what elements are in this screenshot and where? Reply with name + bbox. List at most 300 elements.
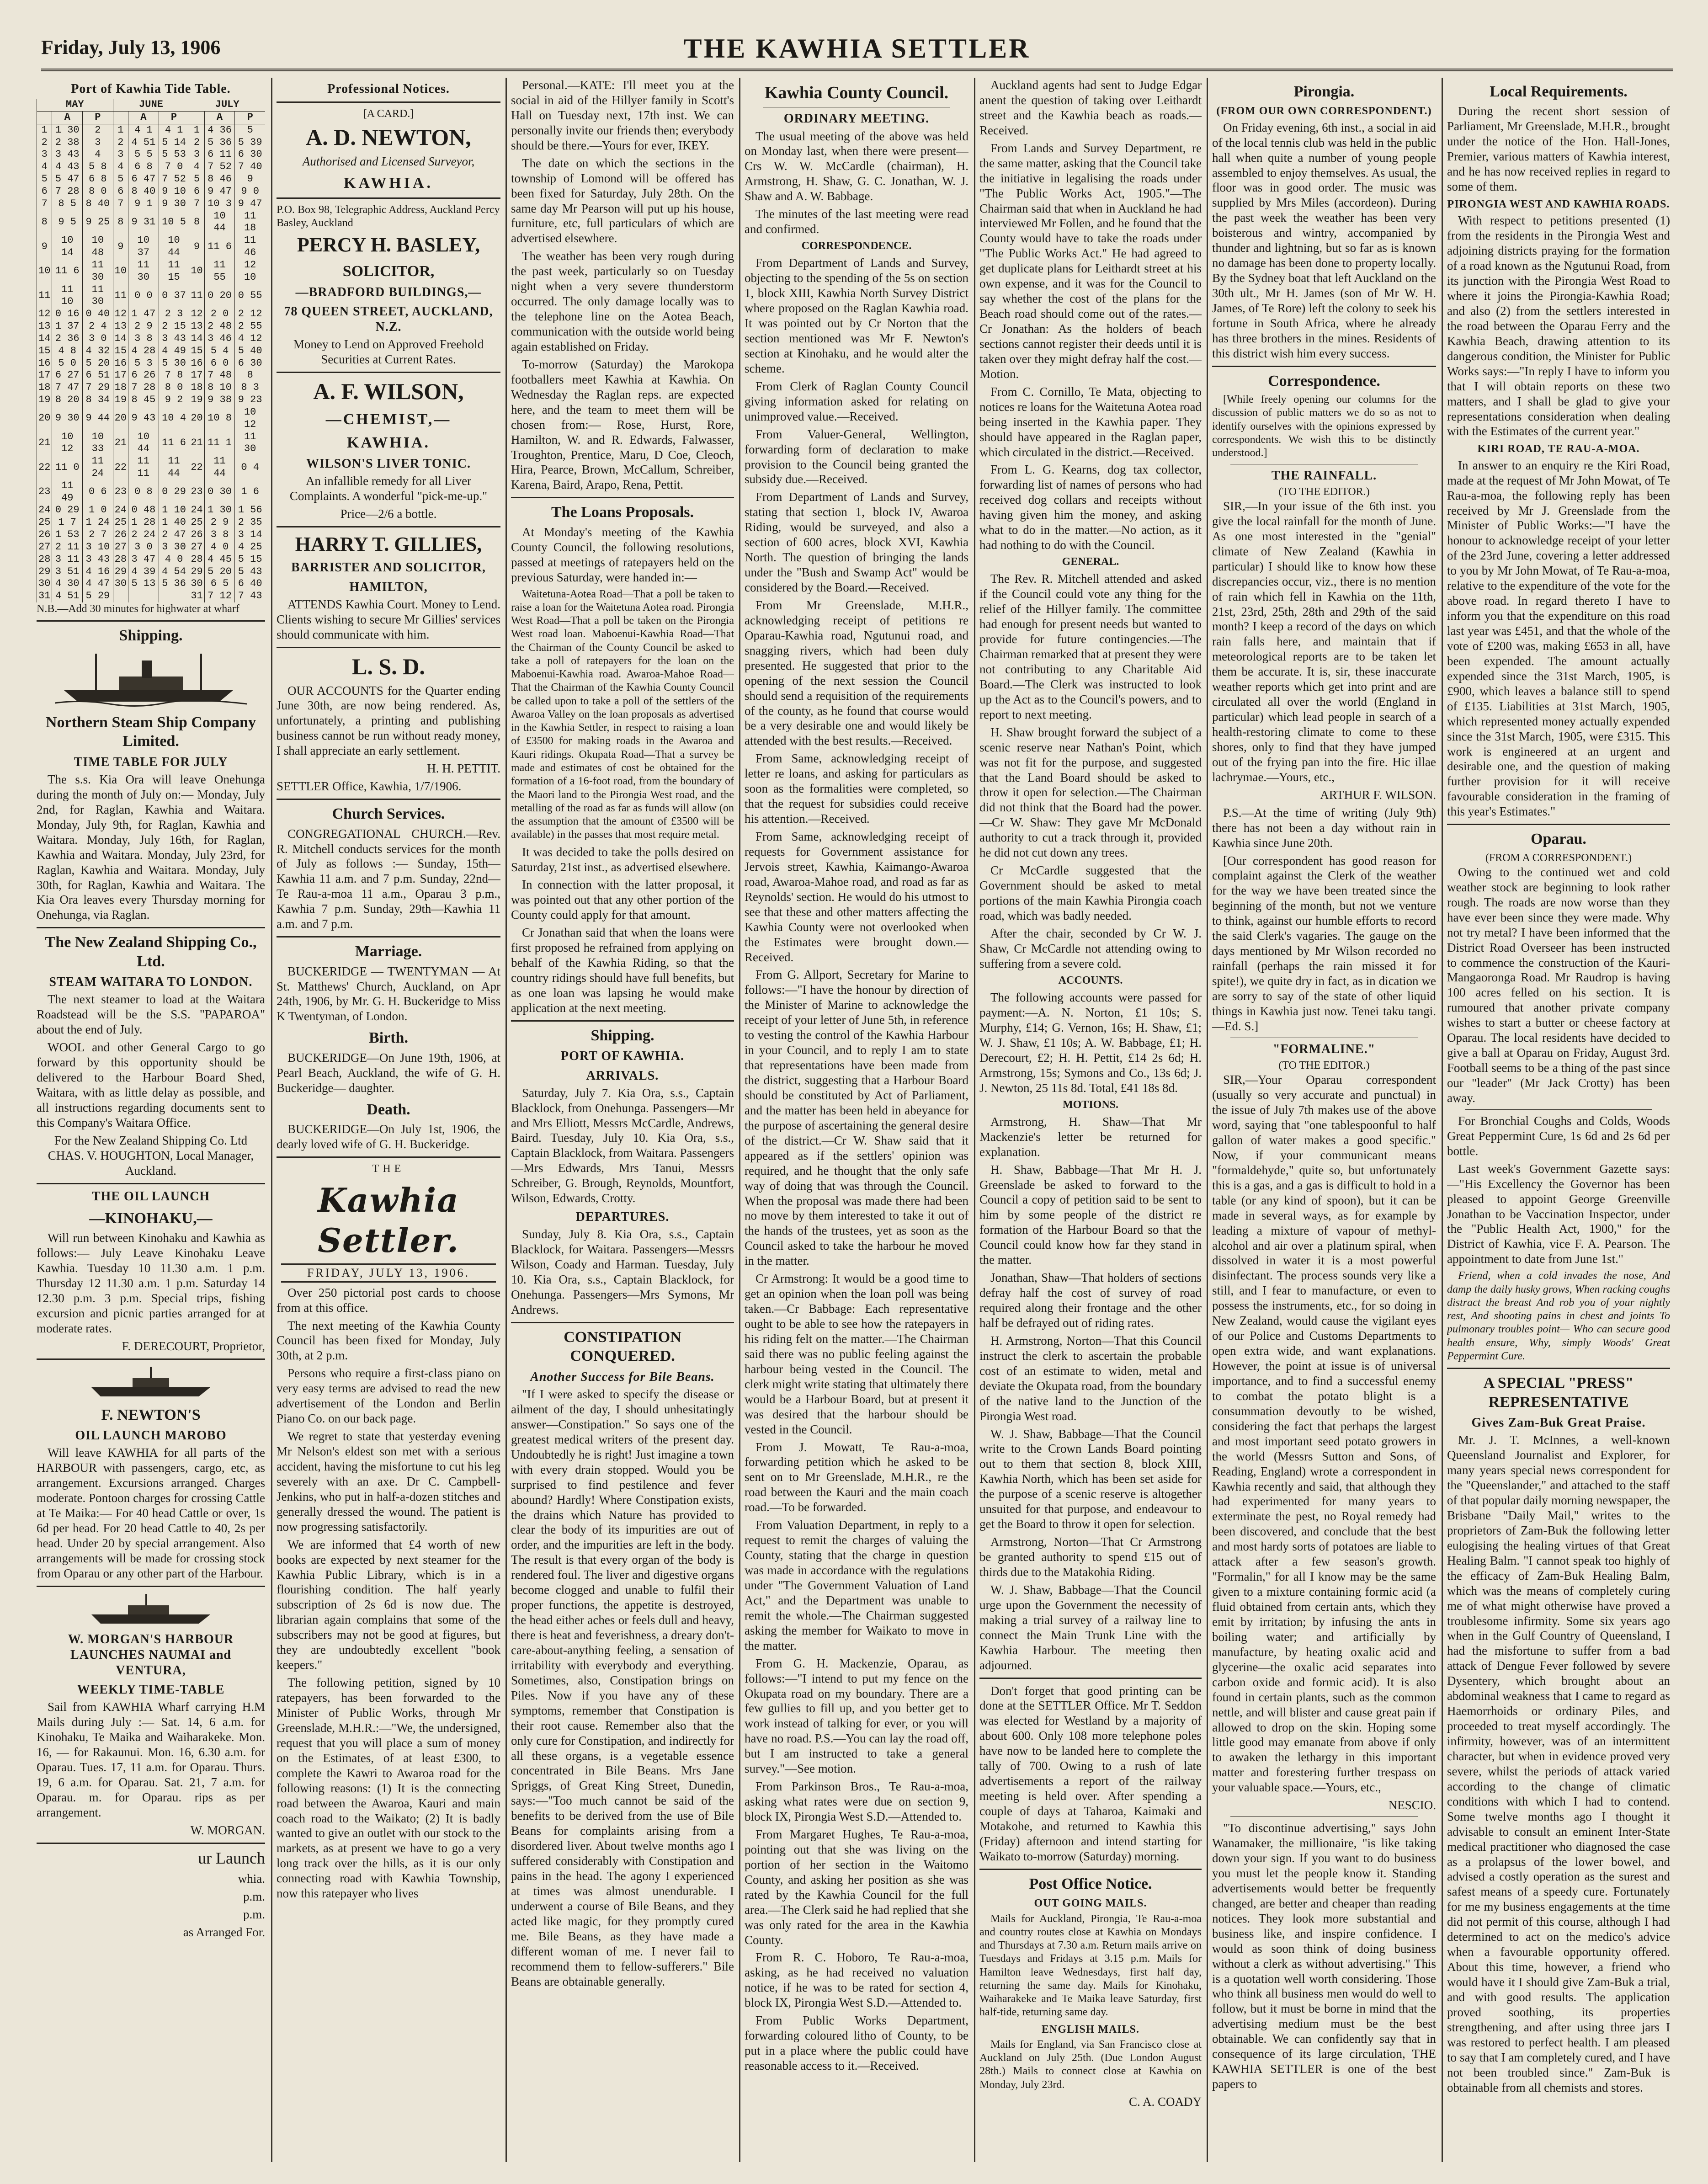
- tide-cell: 9 5: [52, 210, 83, 235]
- tide-cell: 30: [37, 578, 52, 590]
- newton-launch-name: F. NEWTON'S: [101, 1406, 201, 1423]
- council-paragraph: From Mr Greenslade, M.H.R., acknowledging receipt of petitions re Oparau-Kawhia road, Ngutunui road, and snagging rivers, which had been duly presented. He suggested that prior to the opening of the next session the Council should send a requisition of the requirements of the county, as he found that course would be a very desirable one and would likely be attended with the best results.—Received.: [745, 598, 968, 748]
- tide-row: [37, 382, 266, 394]
- council-report: [745, 129, 968, 2073]
- report-subheading: ACCOUNTS.: [1058, 974, 1123, 986]
- tide-cell: 9 30: [159, 198, 189, 210]
- tide-cell: 11 30: [235, 431, 265, 456]
- council-paragraph: H. Armstrong, Norton—That this Council instruct the clerk to ascertain the probable cost of an estimate to widen, metal and deviate the Okupata road, from the boundary of the native land to the Junction of the Pirongia West road.: [979, 1333, 1202, 1423]
- tide-cell: 5 3: [128, 357, 159, 370]
- tide-cell: 4 12: [235, 333, 265, 345]
- arrivals-heading: ARRIVALS.: [586, 1068, 659, 1083]
- tide-cell: 6 47: [128, 173, 159, 186]
- tide-row: [37, 124, 266, 136]
- tide-table: [37, 99, 265, 602]
- tide-cell: 4 43: [52, 161, 83, 173]
- tide-cell: 20: [37, 406, 52, 431]
- tide-cell: 1 40: [159, 517, 189, 529]
- tide-cell: 5: [37, 173, 52, 186]
- tide-cell: 3 51: [52, 566, 83, 578]
- council-paragraph: Jonathan, Shaw—That holders of sections defray half the cost of survey of road required along their frontage and the other half be defrayed out of riding rates.: [979, 1271, 1202, 1330]
- tide-row: [37, 480, 266, 505]
- tide-cell: 9 47: [235, 198, 265, 210]
- lsd-sign: H. H. PETTIT.: [427, 762, 500, 776]
- tide-cell: 9 1: [128, 198, 159, 210]
- oparau-sub: (FROM A CORRESPONDENT.): [1485, 852, 1632, 864]
- tide-cell: 0 8: [128, 480, 159, 505]
- tide-cell: 5 20: [204, 566, 235, 578]
- rainfall-heading: THE RAINFALL.: [1271, 468, 1377, 483]
- tide-cell: 6 51: [83, 369, 113, 382]
- tide-cell: 7 29: [83, 382, 113, 394]
- tide-cell: 9 31: [128, 210, 159, 235]
- tide-cell: 12 10: [235, 259, 265, 284]
- tide-cell: 18: [37, 382, 52, 394]
- tide-cell: 3: [83, 137, 113, 149]
- tide-cell: 2 3: [159, 308, 189, 320]
- tide-header-cell: P: [159, 111, 189, 124]
- nzsc-sub: STEAM WAITARA TO LONDON.: [49, 975, 253, 990]
- tide-cell: 7 52: [159, 173, 189, 186]
- post-office-body: Mails for Auckland, Pirongia, Te Rau-a-moa and country routes close at Kawhia on Mondays and Thursdays at 7.30 a.m. Return mails arrive on Tuesdays and Fridays at 3.15 p.m. Mails for Hamilton leave Wednesdays, first half day, returning the same day. Mails for Kinohaku, Waiharakeke and Te Maika leave Saturday, first half-tide, returning same day.: [979, 1912, 1202, 2019]
- tide-cell: 4 36: [204, 124, 235, 136]
- paper-name: Kawhia Settler.: [318, 1181, 459, 1260]
- tide-row: [37, 186, 266, 198]
- issue-date: Friday, July 13, 1906: [41, 36, 221, 59]
- tide-month: JULY: [189, 99, 265, 111]
- tide-cell: 24: [37, 504, 52, 517]
- tide-cell: 24: [189, 504, 204, 517]
- rainfall-sign: ARTHUR F. WILSON.: [1320, 788, 1436, 802]
- tide-cell: 8 3: [235, 382, 265, 394]
- tide-cell: 8 10: [204, 382, 235, 394]
- tide-cell: 13: [113, 320, 128, 333]
- tide-cell: 4 25: [235, 541, 265, 554]
- pirongia-west-heading: PIRONGIA WEST AND KAWHIA ROADS.: [1447, 198, 1670, 211]
- lsd-heading: L. S. D.: [352, 653, 425, 679]
- tide-row: [37, 504, 266, 517]
- oil-launch-name: —KINOHAKU,—: [89, 1209, 213, 1227]
- tide-cell: 6 5: [204, 578, 235, 590]
- tide-cell: 2: [189, 137, 204, 149]
- tide-cell: 29: [113, 566, 128, 578]
- newspaper-title: THE KAWHIA SETTLER: [683, 33, 1031, 64]
- tide-cell: 5 30: [159, 357, 189, 370]
- council-paragraph: From Public Works Department, forwarding coloured litho of County, to be put in a place where the public could have reasonable access to it.—Received.: [745, 2014, 968, 2073]
- council-paragraph: Auckland agents had sent to Judge Edgar anent the question of taking over Leithardt street and the Kawhia beach as roads.—Received.: [979, 78, 1202, 137]
- column-1: [37, 78, 265, 2162]
- column-rule: [1442, 78, 1443, 2162]
- tide-cell: 4 39: [128, 566, 159, 578]
- tide-cell: 27: [37, 541, 52, 554]
- tide-row: [37, 431, 266, 456]
- launch-fragment: ur Launch: [198, 1848, 265, 1867]
- death-heading: Death.: [367, 1101, 410, 1118]
- tide-cell: 10 48: [83, 234, 113, 259]
- tide-row: [37, 578, 266, 590]
- tide-cell: 5: [113, 173, 128, 186]
- tide-cell: 0 30: [204, 480, 235, 505]
- postcards-note: Over 250 pictorial post cards to choose from at this office.: [277, 1285, 500, 1315]
- tide-cell: 4 54: [159, 566, 189, 578]
- tide-cell: 7: [37, 198, 52, 210]
- tide-row: [37, 161, 266, 173]
- tide-cell: 3 8: [128, 333, 159, 345]
- tide-cell: 28: [37, 554, 52, 566]
- tide-cell: 0 29: [52, 504, 83, 517]
- weather-note: The weather has been very rough during the past week, particularly so on Tuesday night when a very severe thunderstorm occurred. The only damage locally was to the telephone line on the Aotea Beach, communication with the outside world being again established on Friday.: [511, 249, 734, 353]
- tide-cell: 1 6: [235, 480, 265, 505]
- morgan-body: Sail from KAWHIA Wharf carrying H.M Mails during July :— Sat. 14, 6 a.m. for Kinohaku, Te Maika and Waiharakeke. Mon. 16, — for Rakaunui. Mon. 16, 6.30 a.m. for Oparau. Tues. 17, 11 a.m. for Oparau. Thurs. 19, 6 a.m. for Oparau. Sat. 21, 7 a.m. for Oparau. m. for Oparau. rips as per arrangement.: [37, 1700, 265, 1820]
- tide-cell: 3 46: [204, 333, 235, 345]
- tide-cell: 10 44: [204, 210, 235, 235]
- morgan-timetable: WEEKLY TIME-TABLE: [77, 1683, 225, 1697]
- tide-cell: 31: [37, 590, 52, 602]
- council-paragraph: From Same, acknowledging receipt of requests for Government assistance for Jervois street, Kawhia, Kaimango-Awaroa road, Awaroa-Mahoe road, and road as far as Reynolds' section. He would do his utmost to see that these and other matters affecting the Kawhia County were not overlooked when the Estimates were brought down.—Received.: [745, 830, 968, 964]
- loans-cr: Cr Jonathan said that when the loans were first proposed he refrained from applying on behalf of the Kawhia Riding, so that the country ridings should have full benefits, but as one loan was lapsing he would make application at the next meeting.: [511, 926, 734, 1015]
- nssc-body: The s.s. Kia Ora will leave Onehunga during the month of July on:— Monday, July 2nd, for Raglan, Kawhia and Waitara. Monday, July 9th, for Raglan, Kawhia and Waitara. Monday, July 16th, for Raglan, Kawhia and Waitara. Monday, July 23rd, for Raglan, Kawhia and Waitara. Monday, July 30th, for Raglan, Kawhia and Waitara. The Kia Ora leaves every Thursday morning for Onehunga, via Raglan.: [37, 772, 265, 922]
- tide-cell: 20: [113, 406, 128, 431]
- tide-cell: 5 43: [235, 566, 265, 578]
- tide-cell: 6 30: [235, 357, 265, 370]
- council-paragraph: From L. G. Kearns, dog tax collector, forwarding list of names of persons who had received dog collars and receipts without having given him the money, and asking what to do in the matter.—No action, as it had nothing to do with the Council.: [979, 463, 1202, 552]
- tide-cell: 0 37: [159, 284, 189, 309]
- tide-cell: 10 3: [204, 198, 235, 210]
- council-sub: ORDINARY MEETING.: [783, 112, 930, 126]
- tide-cell: 8 20: [52, 394, 83, 406]
- church-heading: Church Services.: [332, 805, 445, 823]
- tide-cell: 27: [189, 541, 204, 554]
- tide-cell: [113, 590, 128, 602]
- tide-cell: 11 44: [159, 455, 189, 480]
- tide-cell: 15: [113, 345, 128, 357]
- tide-cell: 0 4: [235, 455, 265, 480]
- tide-row: [37, 455, 266, 480]
- council-paragraph: From R. C. Hoboro, Te Rau-a-moa, asking, as he had received no valuation notice, if he was to be rated for section 4, block IX, Pirongia West S.D.—Attended to.: [745, 1950, 968, 2010]
- tide-cell: 3: [37, 149, 52, 161]
- tide-row: [37, 259, 266, 284]
- tide-cell: 6 30: [235, 149, 265, 161]
- tide-cell: 18: [189, 382, 204, 394]
- tide-cell: 12: [189, 308, 204, 320]
- tide-row: [37, 333, 266, 345]
- shipping-heading: Shipping.: [119, 627, 183, 645]
- council-paragraph: The minutes of the last meeting were read and confirmed.: [745, 207, 968, 236]
- tide-cell: 2 11: [52, 541, 83, 554]
- tide-cell: 0 6: [83, 480, 113, 505]
- tide-cell: 2 0: [204, 308, 235, 320]
- tide-cell: 2 36: [52, 333, 83, 345]
- tide-note: N.B.—Add 30 minutes for highwater at wharf: [37, 603, 239, 615]
- tide-cell: 3 0: [83, 333, 113, 345]
- tide-cell: 21: [113, 431, 128, 456]
- basley-address: 78 QUEEN STREET, AUCKLAND, N.Z.: [284, 304, 493, 334]
- gillies-title: BARRISTER AND SOLICITOR,: [291, 560, 486, 575]
- oil-launch-body: Will run between Kinohaku and Kawhia as follows:— July Leave Kinohaku Leave Kawhia. Tuesday 10 11.30 a.m. 1 p.m. Thursday 12 11.30 a.m. 1 p.m. Saturday 14 12.30 p.m. 3 p.m. Special trips, fishing excursion and picnic parties arranged for at moderate rates.: [37, 1231, 265, 1335]
- tide-cell: 1 30: [52, 124, 83, 136]
- tide-cell: 4 32: [83, 345, 113, 357]
- council-paragraph: From Valuer-General, Wellington, forwarding form of declaration to make provision to the Council being granted the subsidy due.—Received.: [745, 427, 968, 486]
- tide-cell: 6 27: [52, 369, 83, 382]
- tide-cell: 5 15: [235, 554, 265, 566]
- tide-cell: 10: [189, 259, 204, 284]
- tide-cell: 9 47: [204, 186, 235, 198]
- nssc-name: Northern Steam Ship Company Limited.: [46, 714, 256, 750]
- harbour-launch-illustration: [82, 1592, 219, 1628]
- wilson-title: —CHEMIST,—: [325, 410, 452, 428]
- tide-cell: 1: [189, 124, 204, 136]
- tide-cell: 2 4: [83, 320, 113, 333]
- correspondence-note: [While freely opening our columns for the discussion of public matters we do so as not to identify ourselves with the opinions expressed by correspondents. We wish this to be distinctly understood.]: [1212, 394, 1436, 459]
- tide-cell: 5 39: [235, 137, 265, 149]
- council-paragraph: From Valuation Department, in reply to a request to remit the charges of valuing the County, stating that the charge in question was made in accordance with the regulations under "The Government Valuation of Land Act," and the Department was unable to remit the whole.—The Chairman suggested asking the member for Waikato to move in the matter.: [745, 1518, 968, 1652]
- tide-cell: 6: [113, 186, 128, 198]
- whia-fragment: whia.: [238, 1871, 265, 1886]
- council-paragraph: W. J. Shaw, Babbage—That the Council write to the Crown Lands Board pointing out to them that section 8, block XIII, Kawhia North, which has been set aside for the purpose of a scenic reserve is altogether unsuited for that purpose, and endeavour to get the Board to throw it open for selection.: [979, 1427, 1202, 1531]
- tide-cell: 9 30: [52, 406, 83, 431]
- tide-cell: 6 8: [83, 173, 113, 186]
- gillies-town: HAMILTON,: [349, 580, 428, 594]
- council-paragraph: From Same, acknowledging receipt of letter re loans, and asking for particulars as soon as the formalities were completed, so that the request for subsidies could receive his attention.—Received.: [745, 751, 968, 826]
- rainfall-body: SIR,—In your issue of the 6th inst. you give the local rainfall for the month of June. As one most interested in the "genial" climate of New Zealand (Kawhia in particular) I should like to know how these discrepancies occur, viz., there is no mention of rain which fell in Kawhia on the 11th, 21st, 23rd, 25th, 28th and 29th of the said month? I keep a record of the days on which rain falls here, and maintain that if meteorological reports are to be taken let them be accurate. It is, sir, these inaccurate weather reports which get into print and are circulated all over the world (England in particular) which lead people in search of a health-restoring climate to come to these shores, only to find that they have jumped out of the frying pan into the fire. Hic illae lachrymae.—Yours, etc.,: [1212, 499, 1436, 784]
- accident-note: We regret to state that yesterday evening Mr Nelson's eldest son met with a serious accident, having the misfortune to cut his leg severely with an axe. Dr C. Campbell-Jenkins, who put in half-a-dozen stitches and generally dressed the wound. The patient is now progressing satisfactorily.: [277, 1429, 500, 1534]
- newton-town: KAWHIA.: [344, 175, 433, 192]
- tide-cell: 7 8: [159, 369, 189, 382]
- tide-cell: 5 53: [159, 149, 189, 161]
- pirongia-heading: Pirongia.: [1293, 83, 1355, 100]
- tide-cell: 3 0: [128, 541, 159, 554]
- tide-cell: 3: [189, 149, 204, 161]
- tide-cell: 11 0: [52, 455, 83, 480]
- tide-cell: 22: [189, 455, 204, 480]
- tide-month-row: [37, 99, 266, 111]
- tide-cell: 6: [37, 186, 52, 198]
- english-mails-heading: ENGLISH MAILS.: [1041, 2023, 1140, 2035]
- tide-cell: 2 9: [128, 320, 159, 333]
- tide-row: [37, 198, 266, 210]
- tide-cell: 1 24: [83, 517, 113, 529]
- tide-cell: 2 55: [235, 320, 265, 333]
- post-office-heading: Post Office Notice.: [1029, 1875, 1152, 1892]
- column-rule: [271, 78, 272, 2162]
- tide-cell: 8 45: [128, 394, 159, 406]
- tide-cell: 7 28: [52, 186, 83, 198]
- tide-cell: 0 0: [128, 284, 159, 309]
- football-note: To-morrow (Saturday) the Marokopa footballers meet Kawhia at Kawhia. On Wednesday the Raglan reps. are expected here, and the team to meet them will be chosen from:— Rose, Hurst, Rore, Hamilton, W. and R. Edwards, Falwasser, Troughton, Prentice, Maru, D Coe, Cleoch, Hira, Pearce, Brown, McCallum, Schreiber, Karena, Baird, Arapo, Rena, Pettit.: [511, 357, 734, 492]
- tide-cell: 10: [113, 259, 128, 284]
- tide-cell: 4 16: [83, 566, 113, 578]
- council-paragraph: The Rev. R. Mitchell attended and asked if the Council could vote any thing for the relief of the Hillyer family. The committee had enough for present needs but wanted to provide for future contingencies.—The Chairman remarked that at present they were not contributing to any Charitable Aid Board.—The Clerk was instructed to look up the Act as to the Council's powers, and to report to next meeting.: [979, 572, 1202, 721]
- tide-cell: 13: [37, 320, 52, 333]
- tide-cell: 22: [113, 455, 128, 480]
- tide-cell: 17: [37, 369, 52, 382]
- gillies-body: ATTENDS Kawhia Court. Money to Lend. Clients wishing to secure Mr Gillies' services should communicate with him.: [277, 597, 500, 641]
- oil-launch-title: THE OIL LAUNCH: [91, 1189, 210, 1204]
- tide-cell: 6 11: [204, 149, 235, 161]
- tide-cell: 24: [113, 504, 128, 517]
- tide-cell: 15: [189, 345, 204, 357]
- council-paragraph: From G. H. Mackenzie, Oparau, as follows:—"I intend to put my fence on the Okupata road on my boundary. There are a few gullies to fill up, and you better get to work instead of talking for ever, or you will have no road. P.S.—You can lay the road off, but I am instructed to take a general survey."—See motion.: [745, 1656, 968, 1776]
- tide-cell: 4 1: [128, 124, 159, 136]
- tide-cell: 16: [37, 357, 52, 370]
- loans-heading: The Loans Proposals.: [551, 504, 694, 521]
- nssc-timetable: TIME TABLE FOR JULY: [74, 755, 228, 769]
- tide-cell: 5 13: [128, 578, 159, 590]
- tide-cell: 9 43: [128, 406, 159, 431]
- death-body: BUCKERIDGE—On July 1st, 1906, the dearly loved wife of G. H. Buckeridge.: [277, 1122, 500, 1151]
- tide-cell: 2: [113, 137, 128, 149]
- peppermint-poem: Friend, when a cold invades the nose, And damp the daily husky grows, When racking coughs distract the breast And rob you of your nightly rest, And shooting pains in chest and joints To pulmonary troubles point— Who can secure good health ensure, Why, simply Woods' Great Peppermint Cure.: [1447, 1270, 1670, 1362]
- tide-cell: 11: [189, 284, 204, 309]
- tide-cell: 8: [189, 210, 204, 235]
- kiri-road-body: In answer to an enquiry re the Kiri Road, made at the request of Mr John Mowat, of Te Rau-a-moa, the following reply has been received by Mr J. Greenslade from the Minister of Public Works:—"I have the honour to acknowledge receipt of your letter of the 23rd June, covering a letter addressed to you by Mr John Mowat, of Te Rau-a-moa, relative to the expenditure of the vote for the above road. In regard thereto I have to inform you that the expenditure on this road last year was £451, and that the whole of the vote of £200 was, making £653 in all, have been expended. The amount actually expended since the 31st March, 1905, is £900, which leaves a balance still to spend of £135. Liabilities at 31st March, 1905, which represented money actually expended since the 31st March, 1905, were £315. This work is engineered at an urgent and desirable one, and the question of making further provision for it will receive favourable consideration in the framing of this year's Estimates.": [1447, 458, 1670, 819]
- gillies-name: HARRY T. GILLIES,: [295, 533, 482, 555]
- tide-cell: 2 48: [204, 320, 235, 333]
- tide-cell: 22: [37, 455, 52, 480]
- tide-cell: 5 5: [128, 149, 159, 161]
- council-paragraph: From Clerk of Raglan County Council giving information asked for relating on unimproved value.—Received.: [745, 379, 968, 423]
- tide-cell: 2 15: [159, 320, 189, 333]
- tide-cell: 11 6: [52, 259, 83, 284]
- arranged-fragment: as Arranged For.: [183, 1925, 265, 1939]
- tide-cell: 8: [235, 369, 265, 382]
- formaline-to: (TO THE EDITOR.): [1278, 1059, 1370, 1071]
- tide-cell: 7 47: [52, 382, 83, 394]
- loans-intro: At Monday's meeting of the Kawhia County Council, the following resolutions, passed at meetings of ratepayers held on the previous Saturday, were handed in:—: [511, 525, 734, 584]
- council-paragraph: From J. Mowatt, Te Rau-a-moa, forwarding petition which he asked to be sent on to Mr Greenslade, M.H.R., re the road between the Kauri and the main coach road.—To be forwarded.: [745, 1440, 968, 1514]
- tide-cell: 10 8: [204, 406, 235, 431]
- tide-cell: 4 30: [52, 578, 83, 590]
- bronchial-ad: For Bronchial Coughs and Colds, Woods Great Peppermint Cure, 1s 6d and 2s 6d per bottle.: [1447, 1113, 1670, 1158]
- formaline-sign: NESCIO.: [1388, 1798, 1436, 1812]
- tide-cell: 14: [189, 333, 204, 345]
- tide-cell: 20: [189, 406, 204, 431]
- tide-row: [37, 345, 266, 357]
- tide-cell: 2: [83, 124, 113, 136]
- tide-cell: 10 12: [52, 431, 83, 456]
- tide-cell: 5: [235, 124, 265, 136]
- tide-cell: 10 14: [52, 234, 83, 259]
- tide-cell: 21: [37, 431, 52, 456]
- tide-cell: 3 11: [52, 554, 83, 566]
- morgan-sign: W. MORGAN.: [190, 1823, 265, 1837]
- correspondence-heading: Correspondence.: [1268, 372, 1380, 389]
- tide-row: [37, 590, 266, 602]
- tide-cell: 5 20: [83, 357, 113, 370]
- tide-cell: 16: [113, 357, 128, 370]
- tide-cell: 5 4: [204, 345, 235, 357]
- rainfall-to: (TO THE EDITOR.): [1278, 485, 1370, 498]
- lsd-place: SETTLER Office, Kawhia, 1/7/1906.: [277, 779, 462, 794]
- constipation-heading: CONSTIPATION CONQUERED.: [564, 1328, 681, 1365]
- tide-cell: 2: [37, 137, 52, 149]
- tide-cell: 10 44: [159, 234, 189, 259]
- special-rep-heading: A SPECIAL "PRESS" REPRESENTATIVE: [1483, 1374, 1634, 1411]
- departures-heading: DEPARTURES.: [575, 1210, 670, 1225]
- local-requirements-body: During the recent short session of Parliament, Mr Greenslade, M.H.R., brought under the notice of the Hon. Hall-Jones, Premier, various matters of Kawhia interest, and he has now received replies in regard to some of them.: [1447, 104, 1670, 194]
- tide-cell: 11 55: [204, 259, 235, 284]
- tide-cell: 16: [189, 357, 204, 370]
- tide-cell: 1 30: [204, 504, 235, 517]
- pirongia-body: On Friday evening, 6th inst., a social in aid of the local tennis club was held in the public hall when quite a number of young people assembled to enjoy themselves. As usual, the floor was in good order. The music was supplied by Mrs Miles (accordeon). During the past week the weather has been very boisterous and wintry, accompanied by thunder and lightning, but so far as is known no damage has been done to property locally. By the Sydney boat that left Auckland on the 30th ult., Mr H. James (son of Mr W. H. James, of Te Rore) left the colony to seek his fortune in South Africa, where he already has three brothers in the mines. Residents of this district wish him every success.: [1212, 120, 1436, 360]
- tide-row: [37, 517, 266, 529]
- constipation-body: "If I were asked to specify the disease or ailment of the day, I should unhesitatingly answer—Constipation." So says one of the greatest medical writers of the present day. Undoubtedly he is right! Just imagine a town with every drain stopped. Would you be surprised to find pestilence and fever abound? Hardly! Where Constipation exists, the drains which Nature has provided to clear the body of its impurities are out of order, and the impurities are left in the body. The result is that every organ of the body is rendered foul. The liver and digestive organs become clogged and unable to fulfil their proper functions, the appetite is destroyed, the head either aches or feels dull and heavy, there is heat and feverishness, a dreary don't-care-about-anything feeling, a sensation of irritability with everybody and everything. Sometimes, also, Constipation brings on Piles. Now if you have any of these symptoms, remember that Constipation is their root cause. Remember also that the only cure for Constipation, and indirectly for all these organs, is a vegetable essence concentrated in Bile Beans. Mrs Jane Spriggs, of Great King Street, Dunedin, says:—"Too much cannot be said of the benefits to be derived from the use of Bile Beans for complaints arising from a disordered liver. About twelve months ago I suffered considerably with Constipation and pains in the head. The agony I experienced at times was almost unendurable. I underwent a course of Bile Beans, and they acted like magic, for they promptly cured me. Bile Beans, as they have made a different woman of me. I never fail to recommend them to fellow-sufferers." Bile Beans are obtainable generally.: [511, 1387, 734, 1988]
- tide-cell: 4: [189, 161, 204, 173]
- basley-header: P.O. Box 98, Telegraphic Address, Auckland Percy Basley, Auckland: [277, 203, 500, 229]
- tide-header-cell: A: [204, 111, 235, 124]
- loans-poll: It was decided to take the polls desired on Saturday, 21st inst., as advertised elsewhere.: [511, 845, 734, 874]
- tide-cell: 10 37: [128, 234, 159, 259]
- kiri-road-heading: KIRI ROAD, TE RAU-A-MOA.: [1477, 443, 1640, 455]
- tide-row: [37, 369, 266, 382]
- tide-cell: 2 35: [235, 517, 265, 529]
- tide-row: [37, 406, 266, 431]
- tide-cell: 9 25: [83, 210, 113, 235]
- tide-cell: 1 37: [52, 320, 83, 333]
- local-requirements-heading: Local Requirements.: [1490, 83, 1628, 100]
- tide-cell: 11 6: [159, 431, 189, 456]
- tide-cell: 30: [113, 578, 128, 590]
- tide-cell: 5 14: [159, 137, 189, 149]
- tide-cell: 4: [37, 161, 52, 173]
- tide-cell: 7 48: [204, 369, 235, 382]
- tide-cell: 2 47: [159, 529, 189, 541]
- tide-cell: 4 45: [204, 554, 235, 566]
- special-rep-sub: Gives Zam-Buk Great Praise.: [1471, 1416, 1646, 1430]
- piano-note: Persons who require a first-class piano on very easy terms are advised to read the new advertisement of the London and Berlin Piano Co. on our back page.: [277, 1366, 500, 1426]
- tide-cell: 11: [37, 284, 52, 309]
- tide-cell: 11 46: [235, 234, 265, 259]
- tide-cell: 9 0: [235, 186, 265, 198]
- marriage-body: BUCKERIDGE — TWENTYMAN — At St. Matthews' Church, Auckland, on Apr 24th, 1906, by Mr. G. H. Buckeridge to Miss K Twentyman, of London.: [277, 964, 500, 1023]
- professional-notices-heading: Professional Notices.: [327, 82, 450, 96]
- wilson-town: KAWHIA.: [347, 434, 430, 452]
- tide-row: [37, 529, 266, 541]
- tide-cell: 15: [37, 345, 52, 357]
- tide-cell: 11 18: [235, 210, 265, 235]
- tide-cell: 28: [189, 554, 204, 566]
- tide-cell: 3 14: [235, 529, 265, 541]
- tide-cell: 1 28: [128, 517, 159, 529]
- tide-cell: 11 30: [128, 259, 159, 284]
- newton-name: A. D. NEWTON,: [306, 124, 471, 150]
- tide-cell: 25: [37, 517, 52, 529]
- tide-cell: 4 1: [159, 124, 189, 136]
- pm-fragment: p.m.: [243, 1907, 265, 1921]
- newton-launch-sub: OIL LAUNCH MAROBO: [75, 1428, 227, 1443]
- council-paragraph: From Department of Lands and Survey, stating that section 1, block IV, Awaroa Riding, would be surveyed, and also a section of 600 acres, block XVI, Kawhia North. The question of bringing the lands under the "Bush and Swamp Act" would be considered by the Board.—Received.: [745, 490, 968, 595]
- tide-cell: 1 53: [52, 529, 83, 541]
- gazette-note: Last week's Government Gazette says:—"His Excellency the Governor has been pleased to appoint George Greenville Jonathan to be Vaccination Inspector, under the "Public Health Act, 1900," for the District of Kawhia, vice F. A. Pearson. The appointment to date from June 1st.": [1447, 1161, 1670, 1266]
- basley-body: Money to Lend on Approved Freehold Securities at Current Rates.: [293, 337, 484, 366]
- tide-cell: 4 0: [159, 554, 189, 566]
- tide-cell: 3 47: [128, 554, 159, 566]
- tide-row: [37, 308, 266, 320]
- newton-launch-body: Will leave KAWHIA for all parts of the HARBOUR with passengers, cargo, etc, as arrangement. Excursions arranged. Charges moderate. Pontoon charges for crossing Cattle at Te Maika:— For 40 head Cattle or over, 1s 6d per head. For 20 head Cattle to 40, 2s per head. Under 20 by special arrangement. Also arrangements will be made for crossing stock from Oparau or any other part of the Harbour.: [37, 1446, 265, 1580]
- council-paragraph: The usual meeting of the above was held on Monday last, when there were present—Crs W. W. McCardle (chairman), H. Armstrong, H. Shaw, G. C. Jonathan, W. J. Shaw and A. W. Babbage.: [745, 129, 968, 203]
- rainfall-ps: P.S.—At the time of writing (July 9th) there has not been a day without rain in Kawhia since June 20th.: [1212, 805, 1436, 850]
- tide-cell: 3 8: [204, 529, 235, 541]
- pirongia-sub: (FROM OUR OWN CORRESPONDENT.): [1216, 105, 1432, 117]
- tide-cell: [128, 590, 159, 602]
- tide-header-cell: [113, 111, 128, 124]
- post-office-sub: OUT GOING MAILS.: [1034, 1897, 1147, 1910]
- formaline-body: SIR,—Your Oparau correspondent (usually so very accurate and punctual) in the issue of July 7th makes use of the above word, saying that "one tablespoonful to half gallon of water makes a good specific." Now, if your communicant means "formaldehyde," quite so, but unfortunately this is a gas, and a gas is difficult to hold in a table (or any kind of spoon), but it can be made in several ways, as for example by leading a mixture of vapour of methyl-alcohol and air over a platinum spiral, when dissolved in water it is a most powerful disinfectant. The process sounds very like a still, and I fear to manufacture, or even to possess the instruments, etc., for so doing in New Zealand, would cause the vigilant eyes of our Police and Customs Departments to open extra wide, and want explanations. However, the point at issue is of universal importance, and to find a successful enemy to combat the potato blight is a consummation devoutly to be wished, considering the fact that perhaps the largest and most important seed potato growers in the world (Messrs Sutton and Sons, of Reading, England) wrote a correspondent in Kawhia recently and said, that although they had experimented for many years to exterminate the pest, no Royal remedy had been discovered, and conclude that the best and most hardy sorts of potatoes are liable to attack after a few season's growth. "Formalin," for all I know may be the same given to a mixture containing formic acid (a fluid obtained from certain ants, which they emit by irritation; by infusing the ants in boiling water; and artificially by manufacture, by heating oxalic acid and glycerine—the oxalic acid separates into carbon oxide and formic acid). It is also found in certain plants, such as the common nettle, and will blister and cause great pain if allowed to drop on the skin. Hoping some little good may emanate from above if only to awaken the lethargy in this important matter and forestering further trespass on your valuable space.—Yours, etc.,: [1212, 1073, 1436, 1795]
- tide-cell: 0 20: [204, 284, 235, 309]
- tide-cell: 4 51: [52, 590, 83, 602]
- council-paragraph: Armstrong, H. Shaw—That Mr Mackenzie's letter be returned for explanation.: [979, 1114, 1202, 1159]
- tide-cell: 3 43: [83, 554, 113, 566]
